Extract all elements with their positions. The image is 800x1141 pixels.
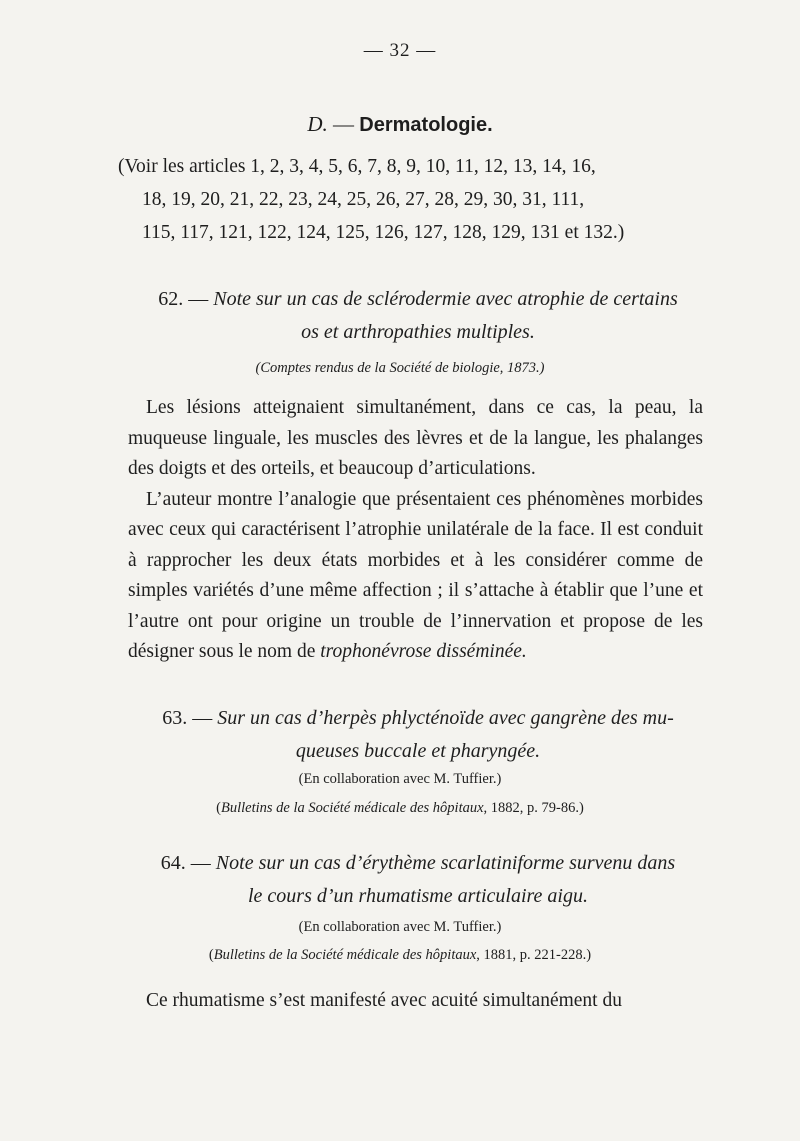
- entry-63-number: 63. —: [162, 707, 213, 729]
- entry-64-paragraph-1: Ce rhumatisme s’est manifesté avec acuité simultanément du: [146, 990, 622, 1011]
- entry-64-source-details: , 1881, p. 221-228.): [476, 947, 592, 963]
- entry-62-source-text: (Comptes rendus de la Société de biologie, 1873.): [255, 360, 545, 376]
- references-line-3: 115, 117, 121, 122, 124, 125, 126, 127, 128, 129, 131 et 132.): [142, 222, 625, 243]
- entry-64-title: [128, 847, 708, 913]
- entry-64-collaboration: (En collaboration avec M. Tuffier.): [298, 919, 502, 935]
- entry-64-title-line-2: le cours d’un rhumatisme articulaire aigu.: [248, 885, 588, 907]
- entry-62-paragraph-2-text: L’auteur montre l’analogie que présentaient ces phénomènes morbides avec ceux qui caractérisent l’atrophie unilatérale de la face. Il est conduit à rapprocher les deux états morbides et à les considérer comme de simples variétés d’une même affection ; il s’attache à établir que l’une et l’autre ont pour origine un trouble de l’innervation et propose de les désigner sous le nom de: [128, 488, 703, 662]
- entry-63-title-line-1: Sur un cas d’herpès phlycténoïde avec gangrène des mu-: [217, 707, 674, 729]
- entry-63-journal: Bulletins de la Société médicale des hôpitaux: [221, 800, 484, 816]
- entry-64-body: [128, 986, 703, 1017]
- entry-63-source-details: , 1882, p. 79-86.): [483, 800, 584, 816]
- section-title: Dermatologie.: [359, 114, 493, 136]
- entry-62-title: [128, 283, 708, 349]
- section-dash: —: [333, 112, 355, 136]
- entry-62-source: [0, 357, 800, 379]
- entry-63-collaboration: (En collaboration avec M. Tuffier.): [298, 771, 502, 787]
- entry-64-source: (Bulletins de la Société médicale des hôpitaux, 1881, p. 221-228.): [208, 947, 592, 963]
- page-number: — 32 —: [363, 40, 437, 61]
- entry-63-title-line-2: queuses buccale et pharyngée.: [295, 740, 541, 762]
- references-line-1: (Voir les articles 1, 2, 3, 4, 5, 6, 7, 8, 9, 10, 11, 12, 13, 14, 16,: [118, 156, 596, 177]
- entry-63-title: [128, 702, 708, 768]
- entry-64-title-line-1: Note sur un cas d’érythème scarlatiniforme survenu dans: [215, 852, 676, 874]
- entry-62-title-line-2: os et arthropathies multiples.: [301, 321, 535, 343]
- entry-62-number: 62. —: [158, 288, 209, 310]
- section-heading: [0, 112, 800, 137]
- entry-62-paragraph-2: [128, 485, 703, 668]
- article-references: [118, 150, 708, 249]
- entry-64-journal: Bulletins de la Société médicale des hôpitaux: [213, 947, 477, 963]
- entry-62-term: trophonévrose disséminée.: [320, 641, 527, 662]
- section-letter: D.: [307, 112, 328, 136]
- entry-62-body: [128, 393, 703, 668]
- references-line-2: 18, 19, 20, 21, 22, 23, 24, 25, 26, 27, 28, 29, 30, 31, 111,: [142, 189, 585, 210]
- entry-62-paragraph-1: Les lésions atteignaient simultanément, dans ce cas, la peau, la muqueuse linguale, les muscles des lèvres et de la langue, les phalanges des doigts et des orteils, et beaucoup d’articulations.: [128, 397, 703, 479]
- entry-64-number: 64. —: [160, 852, 211, 874]
- entry-62-title-line-1: Note sur un cas de sclérodermie avec atrophie de certains: [213, 288, 678, 310]
- entry-63-source: (Bulletins de la Société médicale des hôpitaux, 1882, p. 79-86.): [216, 800, 584, 816]
